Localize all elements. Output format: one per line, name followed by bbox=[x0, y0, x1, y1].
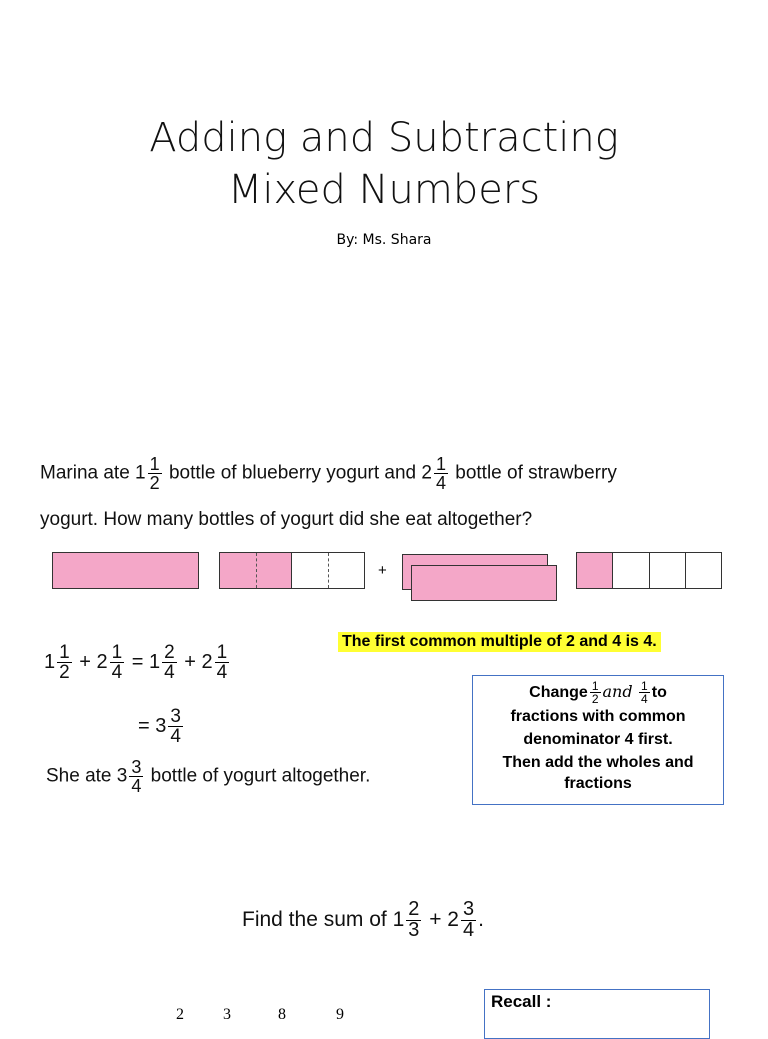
problem-text: Marina ate 1 bbox=[40, 462, 146, 484]
hint-line-2: fractions with common bbox=[510, 708, 686, 726]
fraction-one-half: $\frac{1}{2}$ bbox=[149, 454, 160, 494]
fraction: $\frac{3}{4}$ bbox=[462, 898, 475, 941]
hint-line-5: fractions bbox=[564, 775, 632, 793]
fraction: $\frac{1}{4}$ bbox=[111, 642, 123, 683]
problem-text: bottle of blueberry yogurt and 2 bbox=[168, 462, 432, 484]
word-problem-line-2: yogurt. How many bottles of yogurt did she eat altogether? bbox=[40, 509, 533, 530]
author-byline: By: Ms. Shara bbox=[336, 232, 432, 248]
conclusion-sentence: She ate 3 $\frac{3}{4}$ bottle of yogurt altogether. bbox=[46, 757, 371, 797]
hint-line-1: Change $\frac{1}{2}$ and $\frac{1}{4}$ to bbox=[529, 679, 667, 707]
fraction: $\frac{1}{2}$ bbox=[59, 642, 70, 683]
bottom-number-1: 2 bbox=[176, 1006, 184, 1023]
common-multiple-highlight: The first common multiple of 2 and 4 is 4. bbox=[338, 632, 661, 652]
addition-equation: 1 $\frac{1}{2}$ + 2 $\frac{1}{4}$ = 1 $\frac{2}{4}$ + 2 $\frac{1}{4}$ bbox=[44, 642, 228, 683]
equation-result: = 3 $\frac{3}{4}$ bbox=[138, 706, 181, 747]
word-problem-line-1 bbox=[40, 455, 740, 492]
bar-model-whole-3 bbox=[411, 565, 557, 601]
bar-model-half bbox=[219, 552, 365, 589]
fraction: $\frac{3}{4}$ bbox=[131, 757, 142, 797]
bottom-number-2: 3 bbox=[223, 1006, 231, 1023]
fraction: $\frac{1}{4}$ bbox=[216, 642, 228, 683]
fraction: $\frac{2}{3}$ bbox=[408, 898, 420, 941]
hint-line-3: denominator 4 first. bbox=[523, 731, 673, 749]
hint-line-4: Then add the wholes and bbox=[502, 754, 694, 772]
slide-title-line-1: Adding and Subtracting bbox=[149, 115, 619, 161]
bottom-number-3: 8 bbox=[278, 1006, 286, 1023]
exercise-prompt: Find the sum of 1 $\frac{2}{3}$ + 2 $\frac{3}{4}$ . bbox=[242, 898, 484, 941]
bottom-number-4: 9 bbox=[336, 1006, 344, 1023]
slide-title-line-2: Mixed Numbers bbox=[227, 167, 541, 213]
hint-box bbox=[472, 675, 724, 805]
fraction-one-quarter: $\frac{1}{4}$ bbox=[435, 454, 446, 494]
bar-model-whole-1 bbox=[52, 552, 199, 589]
plus-sign: + bbox=[378, 562, 387, 579]
recall-box bbox=[484, 989, 710, 1039]
recall-label: Recall : bbox=[491, 992, 552, 1011]
problem-text: bottle of strawberry bbox=[455, 462, 617, 484]
fraction: $\frac{2}{4}$ bbox=[164, 642, 175, 683]
bar-model-quarter bbox=[576, 552, 722, 589]
fraction: $\frac{3}{4}$ bbox=[170, 706, 181, 747]
